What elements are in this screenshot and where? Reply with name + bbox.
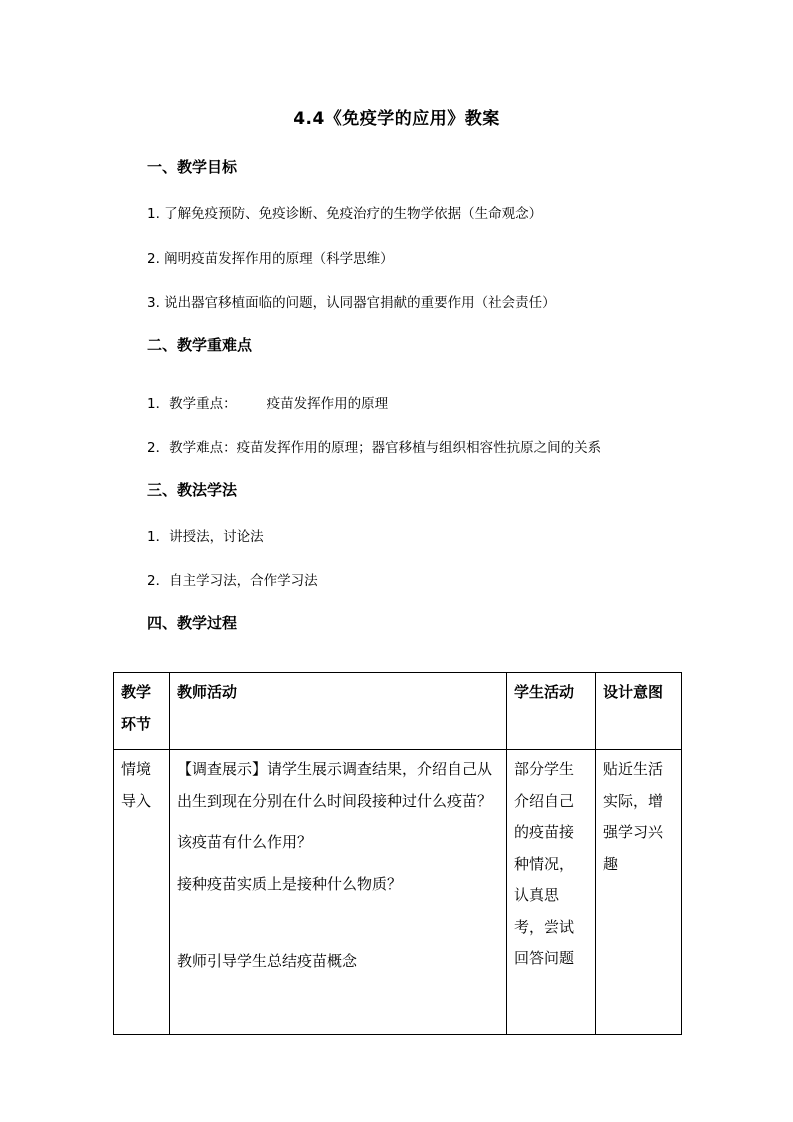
teacher-activity-4: 教师引导学生总结疫苗概念 [177, 952, 358, 970]
keypoint-value: 疫苗发挥作用的原理 [266, 396, 389, 412]
teacher-activity-2: 该疫苗有什么作用？ [177, 833, 313, 851]
teacher-activity-1: 【调查展示】请学生展示调查结果，介绍自己从出生到现在分别在什么时间段接种过什么疫苗？ [177, 760, 493, 810]
header-teacher: 教师活动 [170, 673, 507, 750]
header-intent: 设计意图 [596, 673, 682, 750]
header-stage: 教学环节 [114, 673, 170, 750]
header-student: 学生活动 [507, 673, 596, 750]
method-item-1: 1．讲授法，讨论法 [147, 529, 264, 545]
section-heading-keypoints: 二、教学重难点 [147, 336, 253, 354]
goal-item-2: 2. 阐明疫苗发挥作用的原理（科学思维） [147, 251, 394, 267]
section-heading-process: 四、教学过程 [147, 614, 238, 632]
goal-item-1: 1. 了解免疫预防、免疫诊断、免疫治疗的生物学依据（生命观念） [147, 206, 543, 222]
section-heading-methods: 三、教法学法 [147, 481, 238, 499]
teacher-activity-3: 接种疫苗实质上是接种什么物质？ [177, 874, 403, 893]
keypoint-item-1 [147, 392, 388, 412]
cell-student: 部分学生介绍自己的疫苗接种情况，认真思考，尝试回答问题 [507, 750, 596, 1035]
goal-item-3: 3. 说出器官移植面临的问题，认同器官捐献的重要作用（社会责任） [147, 295, 556, 311]
cell-stage: 情境导入 [114, 750, 170, 1035]
section-heading-goals: 一、教学目标 [147, 158, 238, 176]
teaching-process-table [113, 672, 682, 1035]
method-item-2: 2．自主学习法，合作学习法 [147, 573, 318, 589]
cell-teacher [170, 750, 507, 1035]
document-title: 4.4《免疫学的应用》教案 [293, 109, 500, 129]
table-header-row [114, 673, 682, 750]
keypoint-label: 1．教学重点： [147, 396, 237, 412]
table-row [114, 750, 682, 1035]
difficulty-item: 2．教学难点：疫苗发挥作用的原理；器官移植与组织相容性抗原之间的关系 [147, 440, 602, 456]
cell-intent: 贴近生活实际，增强学习兴趣 [596, 750, 682, 1035]
